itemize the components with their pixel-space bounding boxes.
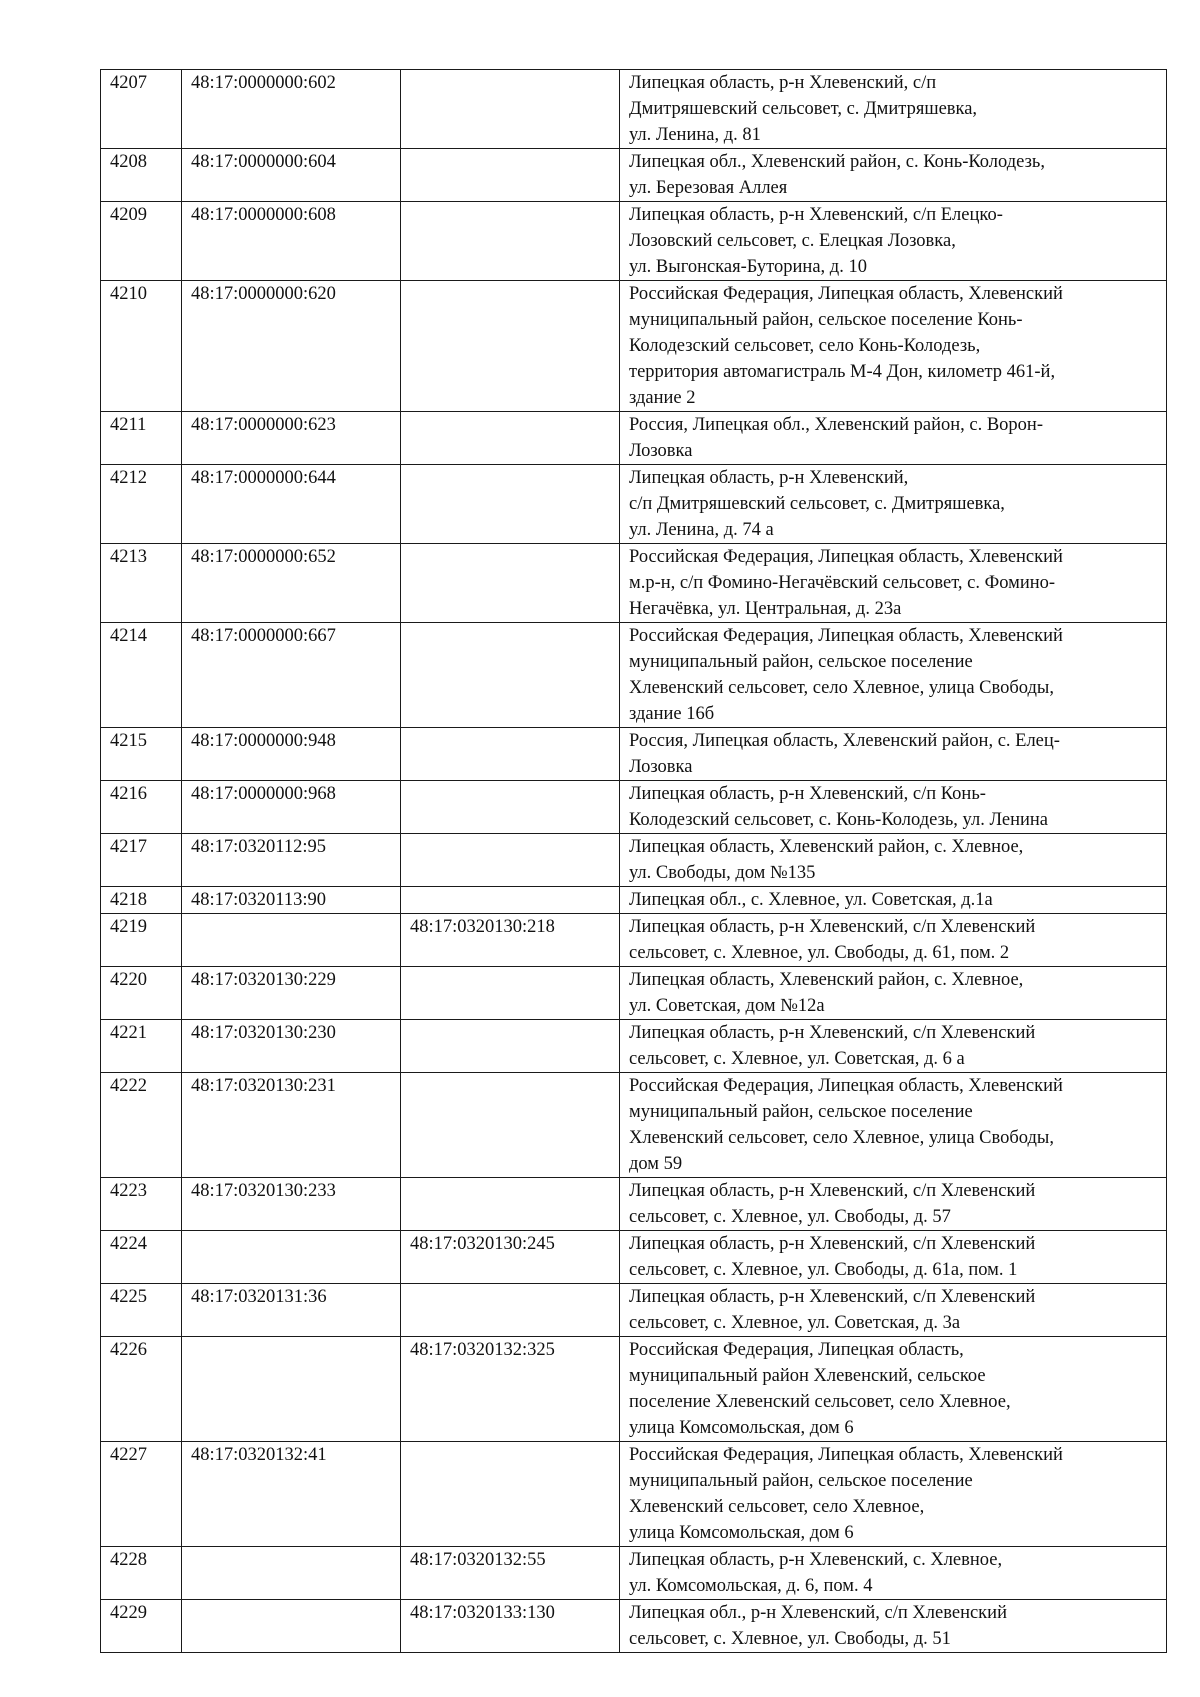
row-number-cell: 4209 <box>101 202 182 281</box>
address-cell <box>620 914 1167 967</box>
address-line: ул. Комсомольская, д. 6, пом. 4 <box>629 1576 873 1596</box>
object-cadastral-number-cell <box>401 967 620 1020</box>
table-row <box>101 781 1167 834</box>
table-row <box>101 1231 1167 1284</box>
cadastral-number-cell: 48:17:0320130:233 <box>182 1178 401 1231</box>
address-cell <box>620 281 1167 412</box>
address-line: дом 59 <box>629 1154 683 1174</box>
cadastral-number-cell: 48:17:0320131:36 <box>182 1284 401 1337</box>
row-number-cell: 4221 <box>101 1020 182 1073</box>
table-row <box>101 202 1167 281</box>
address-cell <box>620 967 1167 1020</box>
table-row <box>101 1073 1167 1178</box>
cadastral-number-cell: 48:17:0000000:644 <box>182 465 401 544</box>
address-line: Лозовка <box>629 441 693 461</box>
address-line: Липецкая область, р-н Хлевенский, <box>629 468 909 488</box>
object-cadastral-number-cell <box>401 281 620 412</box>
address-line: ул. Советская, дом №12а <box>629 996 825 1016</box>
address-line: Хлевенский сельсовет, село Хлевное, улица Свободы, <box>629 678 1054 698</box>
address-cell <box>620 781 1167 834</box>
cadastral-number-cell: 48:17:0000000:652 <box>182 544 401 623</box>
address-line: Липецкая обл., Хлевенский район, с. Конь-Колодезь, <box>629 152 1045 172</box>
table-row <box>101 1600 1167 1653</box>
cadastral-number-cell: 48:17:0320130:231 <box>182 1073 401 1178</box>
address-line: Российская Федерация, Липецкая область, Хлевенский <box>629 547 1063 567</box>
object-cadastral-number-cell <box>401 1073 620 1178</box>
object-cadastral-number-cell <box>401 149 620 202</box>
address-line: муниципальный район, сельское поселение <box>629 1102 973 1122</box>
address-cell <box>620 834 1167 887</box>
address-line: Россия, Липецкая область, Хлевенский район, с. Елец- <box>629 731 1060 751</box>
address-line: ул. Ленина, д. 81 <box>629 125 761 145</box>
address-line: здание 2 <box>629 388 696 408</box>
row-number-cell: 4212 <box>101 465 182 544</box>
address-line: здание 16б <box>629 704 715 724</box>
object-cadastral-number-cell: 48:17:0320132:325 <box>401 1337 620 1442</box>
address-line: Липецкая область, р-н Хлевенский, с/п Хлевенский <box>629 917 1036 937</box>
address-cell <box>620 412 1167 465</box>
table-row <box>101 1547 1167 1600</box>
address-cell <box>620 70 1167 149</box>
address-line: Негачёвка, ул. Центральная, д. 23а <box>629 599 902 619</box>
row-number-cell: 4225 <box>101 1284 182 1337</box>
cadastral-number-cell: 48:17:0000000:948 <box>182 728 401 781</box>
object-cadastral-number-cell <box>401 1442 620 1547</box>
address-line: Липецкая область, р-н Хлевенский, с/п Хлевенский <box>629 1023 1036 1043</box>
table-row <box>101 887 1167 914</box>
cadastral-number-cell: 48:17:0000000:604 <box>182 149 401 202</box>
address-line: сельсовет, с. Хлевное, ул. Свободы, д. 51 <box>629 1629 951 1649</box>
address-line: Липецкая область, р-н Хлевенский, с. Хлевное, <box>629 1550 1003 1570</box>
row-number-cell: 4218 <box>101 887 182 914</box>
cadastral-number-cell: 48:17:0000000:623 <box>182 412 401 465</box>
row-number-cell: 4227 <box>101 1442 182 1547</box>
cadastral-number-cell: 48:17:0320112:95 <box>182 834 401 887</box>
object-cadastral-number-cell <box>401 1020 620 1073</box>
registry-table-body <box>101 70 1167 1653</box>
table-row <box>101 1337 1167 1442</box>
object-cadastral-number-cell <box>401 1178 620 1231</box>
table-row <box>101 914 1167 967</box>
address-line: ул. Березовая Аллея <box>629 178 788 198</box>
address-line: Российская Федерация, Липецкая область, Хлевенский <box>629 1076 1063 1096</box>
table-row <box>101 728 1167 781</box>
table-row <box>101 149 1167 202</box>
cadastral-number-cell: 48:17:0000000:620 <box>182 281 401 412</box>
row-number-cell: 4215 <box>101 728 182 781</box>
object-cadastral-number-cell <box>401 544 620 623</box>
address-line: Липецкая обл., с. Хлевное, ул. Советская, д.1а <box>629 890 993 910</box>
cadastral-number-cell: 48:17:0000000:667 <box>182 623 401 728</box>
row-number-cell: 4219 <box>101 914 182 967</box>
table-row <box>101 544 1167 623</box>
table-row <box>101 967 1167 1020</box>
address-line: Лозовский сельсовет, с. Елецкая Лозовка, <box>629 231 956 251</box>
address-line: Липецкая обл., р-н Хлевенский, с/п Хлевенский <box>629 1603 1007 1623</box>
object-cadastral-number-cell <box>401 70 620 149</box>
address-line: Россия, Липецкая обл., Хлевенский район, с. Ворон- <box>629 415 1043 435</box>
row-number-cell: 4213 <box>101 544 182 623</box>
address-cell <box>620 1073 1167 1178</box>
address-cell <box>620 1337 1167 1442</box>
row-number-cell: 4229 <box>101 1600 182 1653</box>
address-line: муниципальный район Хлевенский, сельское <box>629 1366 986 1386</box>
object-cadastral-number-cell <box>401 465 620 544</box>
address-cell <box>620 465 1167 544</box>
address-line: Российская Федерация, Липецкая область, Хлевенский <box>629 284 1063 304</box>
address-line: Дмитряшевский сельсовет, с. Дмитряшевка, <box>629 99 978 119</box>
row-number-cell: 4208 <box>101 149 182 202</box>
object-cadastral-number-cell: 48:17:0320133:130 <box>401 1600 620 1653</box>
object-cadastral-number-cell <box>401 887 620 914</box>
address-line: улица Комсомольская, дом 6 <box>629 1523 854 1543</box>
address-line: муниципальный район, сельское поселение Конь- <box>629 310 1023 330</box>
address-line: территория автомагистраль М-4 Дон, километр 461-й, <box>629 362 1056 382</box>
address-line: Хлевенский сельсовет, село Хлевное, улица Свободы, <box>629 1128 1054 1148</box>
cadastral-number-cell <box>182 914 401 967</box>
address-line: Российская Федерация, Липецкая область, Хлевенский <box>629 626 1063 646</box>
address-cell <box>620 1600 1167 1653</box>
cadastral-number-cell: 48:17:0000000:602 <box>182 70 401 149</box>
cadastral-number-cell: 48:17:0000000:968 <box>182 781 401 834</box>
address-line: муниципальный район, сельское поселение <box>629 1471 973 1491</box>
address-cell <box>620 544 1167 623</box>
object-cadastral-number-cell <box>401 202 620 281</box>
address-line: ул. Ленина, д. 74 а <box>629 520 774 540</box>
table-row <box>101 1442 1167 1547</box>
cadastral-number-cell <box>182 1337 401 1442</box>
address-line: Хлевенский сельсовет, село Хлевное, <box>629 1497 925 1517</box>
row-number-cell: 4210 <box>101 281 182 412</box>
address-line: м.р-н, с/п Фомино-Негачёвский сельсовет, с. Фомино- <box>629 573 1056 593</box>
address-line: Липецкая область, р-н Хлевенский, с/п Хлевенский <box>629 1287 1036 1307</box>
table-row <box>101 1284 1167 1337</box>
row-number-cell: 4214 <box>101 623 182 728</box>
row-number-cell: 4223 <box>101 1178 182 1231</box>
row-number-cell: 4220 <box>101 967 182 1020</box>
cadastral-number-cell: 48:17:0320130:230 <box>182 1020 401 1073</box>
cadastral-number-cell <box>182 1547 401 1600</box>
row-number-cell: 4222 <box>101 1073 182 1178</box>
address-line: Липецкая область, р-н Хлевенский, с/п Хлевенский <box>629 1234 1036 1254</box>
cadastral-number-cell: 48:17:0320130:229 <box>182 967 401 1020</box>
row-number-cell: 4217 <box>101 834 182 887</box>
property-registry-table <box>100 69 1167 1653</box>
address-cell <box>620 202 1167 281</box>
row-number-cell: 4216 <box>101 781 182 834</box>
address-line: Лозовка <box>629 757 693 777</box>
object-cadastral-number-cell <box>401 412 620 465</box>
address-line: Липецкая область, р-н Хлевенский, с/п Конь- <box>629 784 986 804</box>
cadastral-number-cell <box>182 1231 401 1284</box>
cadastral-number-cell <box>182 1600 401 1653</box>
address-line: сельсовет, с. Хлевное, ул. Свободы, д. 61, пом. 2 <box>629 943 1010 963</box>
address-line: сельсовет, с. Хлевное, ул. Советская, д. 3а <box>629 1313 961 1333</box>
row-number-cell: 4211 <box>101 412 182 465</box>
address-line: Липецкая область, Хлевенский район, с. Хлевное, <box>629 970 1024 990</box>
cadastral-number-cell: 48:17:0320132:41 <box>182 1442 401 1547</box>
address-cell <box>620 887 1167 914</box>
address-line: ул. Выгонская-Буторина, д. 10 <box>629 257 867 277</box>
address-line: Российская Федерация, Липецкая область, <box>629 1340 964 1360</box>
address-cell <box>620 1284 1167 1337</box>
address-line: муниципальный район, сельское поселение <box>629 652 973 672</box>
object-cadastral-number-cell: 48:17:0320132:55 <box>401 1547 620 1600</box>
table-row <box>101 465 1167 544</box>
address-line: с/п Дмитряшевский сельсовет, с. Дмитряшевка, <box>629 494 1005 514</box>
table-row <box>101 412 1167 465</box>
address-cell <box>620 728 1167 781</box>
address-cell <box>620 1178 1167 1231</box>
row-number-cell: 4228 <box>101 1547 182 1600</box>
object-cadastral-number-cell <box>401 1284 620 1337</box>
address-line: Липецкая область, р-н Хлевенский, с/п Елецко- <box>629 205 1003 225</box>
table-row <box>101 70 1167 149</box>
table-row <box>101 281 1167 412</box>
address-line: улица Комсомольская, дом 6 <box>629 1418 854 1438</box>
table-row <box>101 1020 1167 1073</box>
address-line: Российская Федерация, Липецкая область, Хлевенский <box>629 1445 1063 1465</box>
address-line: Колодезский сельсовет, село Конь-Колодезь, <box>629 336 981 356</box>
address-cell <box>620 1020 1167 1073</box>
address-cell <box>620 1231 1167 1284</box>
row-number-cell: 4224 <box>101 1231 182 1284</box>
address-line: поселение Хлевенский сельсовет, село Хлевное, <box>629 1392 1011 1412</box>
object-cadastral-number-cell: 48:17:0320130:245 <box>401 1231 620 1284</box>
table-row <box>101 834 1167 887</box>
address-cell <box>620 1442 1167 1547</box>
object-cadastral-number-cell <box>401 623 620 728</box>
document-page <box>100 69 1166 1653</box>
object-cadastral-number-cell <box>401 728 620 781</box>
address-line: сельсовет, с. Хлевное, ул. Свободы, д. 57 <box>629 1207 951 1227</box>
address-line: сельсовет, с. Хлевное, ул. Свободы, д. 61а, пом. 1 <box>629 1260 1018 1280</box>
cadastral-number-cell: 48:17:0000000:608 <box>182 202 401 281</box>
row-number-cell: 4207 <box>101 70 182 149</box>
cadastral-number-cell: 48:17:0320113:90 <box>182 887 401 914</box>
row-number-cell: 4226 <box>101 1337 182 1442</box>
address-line: Колодезский сельсовет, с. Конь-Колодезь, ул. Ленина <box>629 810 1049 830</box>
address-line: сельсовет, с. Хлевное, ул. Советская, д. 6 а <box>629 1049 965 1069</box>
address-line: Липецкая область, р-н Хлевенский, с/п Хлевенский <box>629 1181 1036 1201</box>
table-row <box>101 1178 1167 1231</box>
table-row <box>101 623 1167 728</box>
object-cadastral-number-cell <box>401 834 620 887</box>
address-cell <box>620 149 1167 202</box>
address-line: ул. Свободы, дом №135 <box>629 863 816 883</box>
address-line: Липецкая область, р-н Хлевенский, с/п <box>629 73 937 93</box>
address-cell <box>620 623 1167 728</box>
address-cell <box>620 1547 1167 1600</box>
address-line: Липецкая область, Хлевенский район, с. Хлевное, <box>629 837 1024 857</box>
object-cadastral-number-cell <box>401 781 620 834</box>
object-cadastral-number-cell: 48:17:0320130:218 <box>401 914 620 967</box>
